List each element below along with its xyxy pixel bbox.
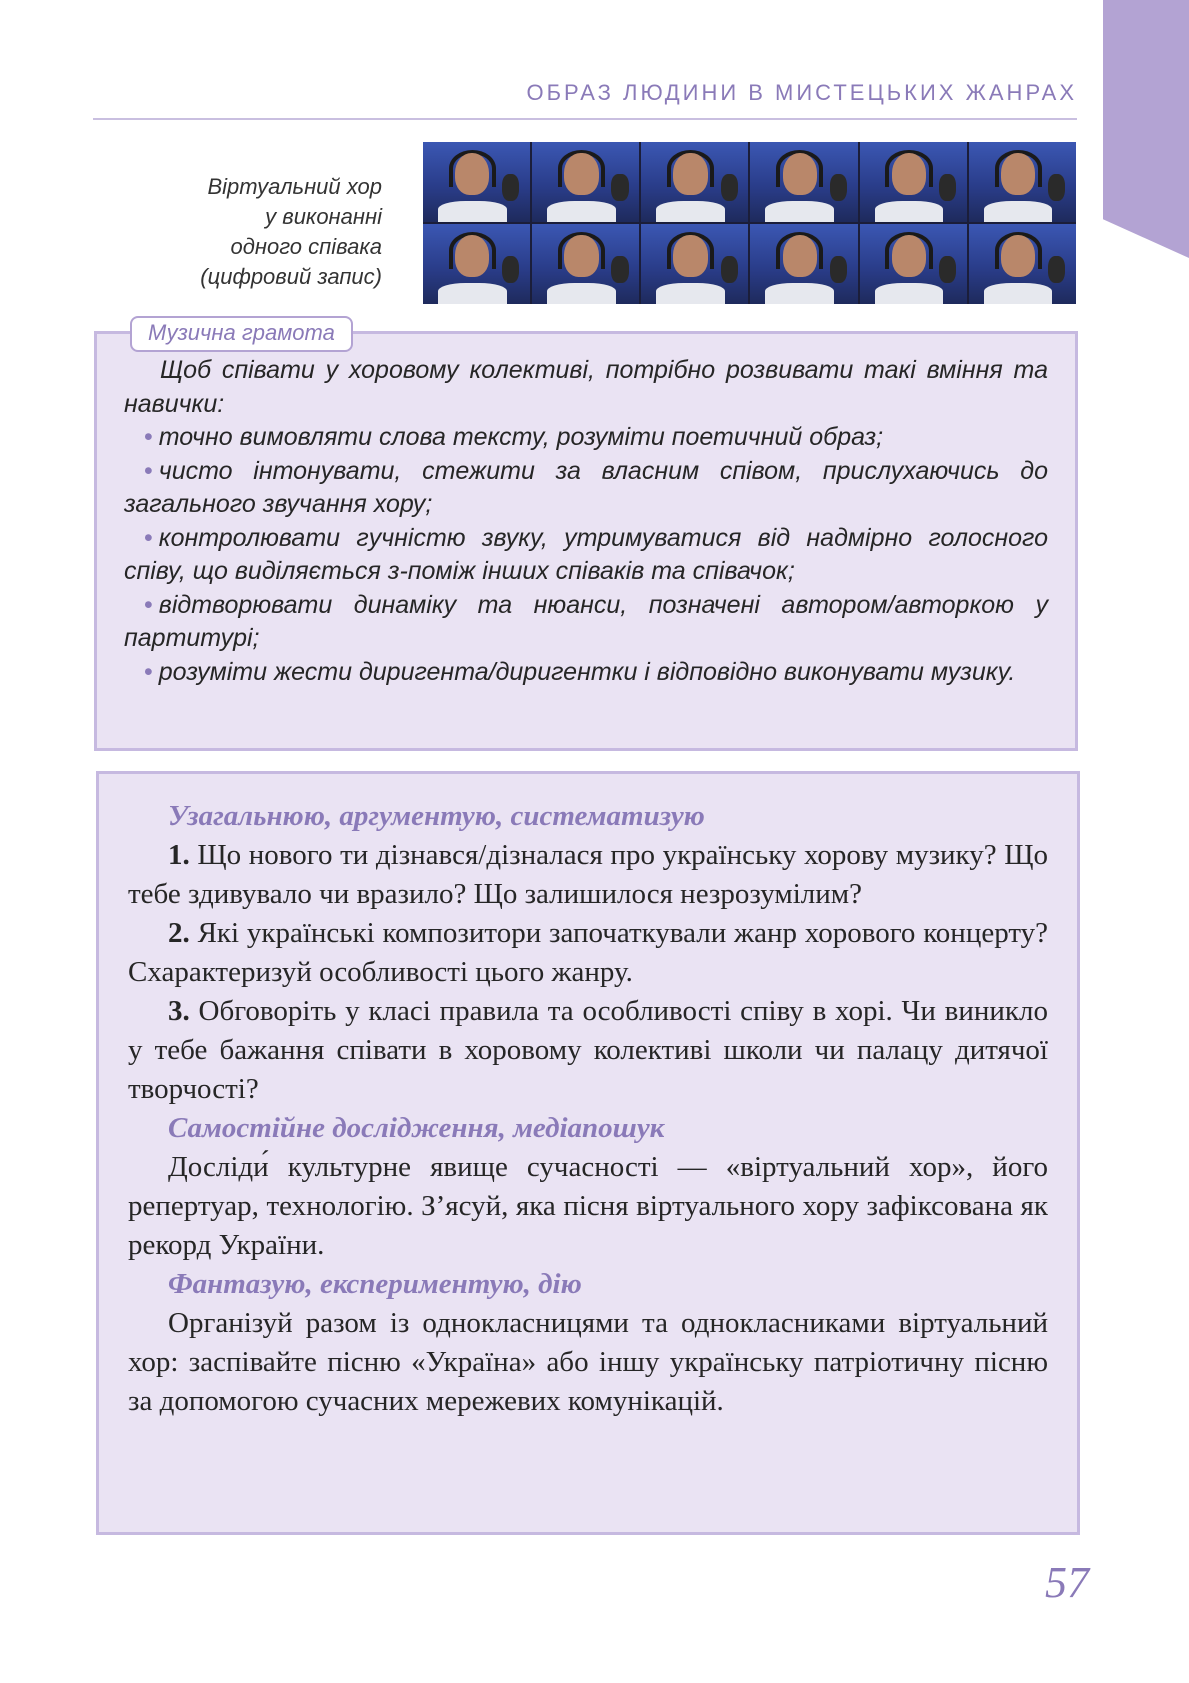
list-item	[124, 522, 1048, 589]
list-item-text: відтворювати динаміку та нюанси, позначені автором/авторкою у партитурі;	[124, 590, 1048, 652]
question-text: Обговоріть у класі правила та особливості співу в хорі. Чи виникло у тебе бажання співати в хоровому колективі школи чи палацу дитячої творчості?	[128, 995, 1048, 1105]
caption-line: у виконанні	[265, 204, 382, 229]
caption-line: одного співака	[230, 234, 382, 259]
music-grammar-label: Музична грамота	[130, 316, 353, 352]
list-item-text: чисто інтонувати, стежити за власним співом, прислухаючись до загального звучання хору;	[124, 456, 1048, 518]
singer-tile	[532, 224, 639, 304]
creative-task: Організуй разом із однокласницями та однокласниками віртуальний хор: заспівайте пісню «Україна» або іншу українську патріотичну пісню за допомогою сучасних мережевих комунікацій.	[128, 1307, 1048, 1417]
virtual-choir-photo	[423, 142, 1076, 304]
running-header: ОБРАЗ ЛЮДИНИ В МИСТЕЦЬКИХ ЖАНРАХ	[93, 80, 1077, 120]
question-2	[128, 914, 1048, 992]
singer-tile	[641, 142, 748, 222]
bullet-icon: •	[144, 657, 153, 686]
singer-tile	[860, 142, 967, 222]
singer-tile	[860, 224, 967, 304]
list-item	[124, 421, 1048, 455]
music-grammar-intro: Щоб співати у хоровому колективі, потрібно розвивати такі вміння та навички:	[124, 356, 1048, 418]
list-item-text: контролювати гучністю звуку, утримуватися від надмірно голосного співу, що виділяється з-поміж інших співаків та співачок;	[124, 523, 1048, 585]
question-number: 2.	[168, 917, 190, 949]
bullet-icon: •	[144, 456, 153, 485]
list-item-text: розуміти жести диригента/диригентки і відповідно виконувати музику.	[158, 657, 1016, 686]
singer-tile	[750, 224, 857, 304]
music-grammar-text	[124, 354, 1048, 689]
list-item-text: точно вимовляти слова тексту, розуміти поетичний образ;	[158, 423, 884, 451]
singer-tile	[423, 142, 530, 222]
section-heading: Фантазую, експериментую, дію	[168, 1268, 582, 1300]
question-1	[128, 836, 1048, 914]
singer-tile	[969, 142, 1076, 222]
section-heading: Самостійне дослідження, медіапошук	[168, 1112, 665, 1144]
page-corner-tab	[1103, 0, 1189, 258]
research-task: Досліди́ культурне явище сучасності — «віртуальний хор», його репертуар, технологію. З’ясуй, яка пісня віртуального хору зафіксована як рекорд України.	[128, 1151, 1048, 1261]
question-text: Що нового ти дізнався/дізналася про українську хорову музику? Що тебе здивувало чи вразило? Що залишилося незрозумілим?	[128, 839, 1048, 910]
bullet-icon: •	[144, 423, 153, 451]
question-number: 1.	[168, 839, 190, 871]
question-3	[128, 992, 1048, 1109]
list-item	[124, 589, 1048, 656]
caption-line: (цифровий запис)	[200, 264, 382, 289]
question-text: Які українські композитори започаткували жанр хорового концерту? Схарактеризуй особливості цього жанру.	[128, 917, 1048, 988]
tasks-text	[128, 797, 1048, 1421]
bullet-icon: •	[144, 523, 153, 552]
figure-caption	[160, 172, 382, 292]
singer-tile	[969, 224, 1076, 304]
page-number: 57	[1045, 1558, 1089, 1607]
singer-tile	[423, 224, 530, 304]
question-number: 3.	[168, 995, 190, 1027]
section-heading: Узагальнюю, аргументую, систематизую	[168, 800, 705, 832]
list-item	[124, 455, 1048, 522]
singer-tile	[532, 142, 639, 222]
singer-tile	[750, 142, 857, 222]
caption-line: Віртуальний хор	[207, 174, 382, 199]
bullet-icon: •	[144, 590, 153, 619]
list-item	[124, 656, 1048, 690]
singer-tile	[641, 224, 748, 304]
